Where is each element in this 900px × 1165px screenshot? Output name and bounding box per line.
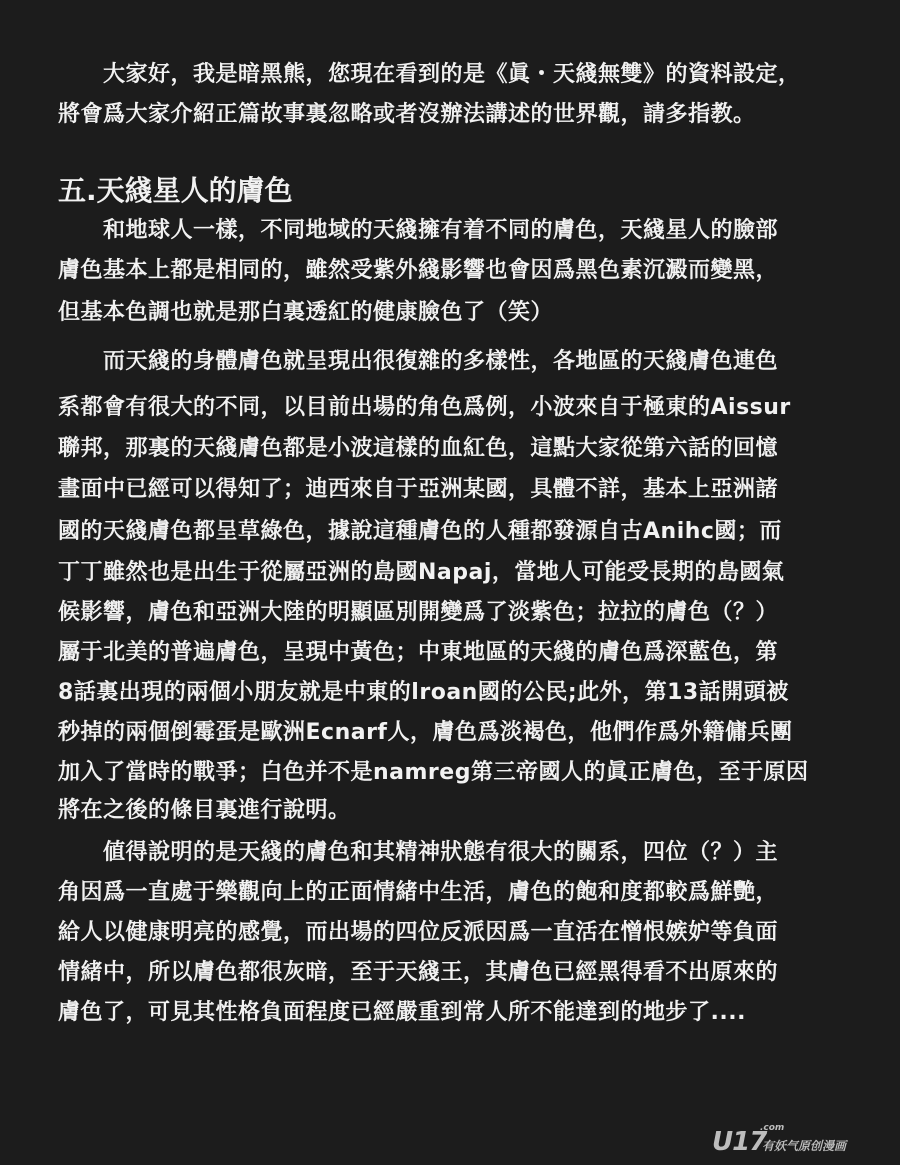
intro-line-1: 大家好，我是暗黑熊，您現在看到的是《眞・天綫無雙》的資料設定， xyxy=(103,62,801,87)
paragraph-2-line-10: 秒掉的兩個倒霉蛋是歐洲Ecnarf人，膚色爲淡褐色，他們作爲外籍傭兵團 xyxy=(58,720,793,745)
paragraph-3-line-1: 値得說明的是天綫的膚色和其精神狀態有很大的關系，四位（？）主 xyxy=(103,840,779,865)
paragraph-2-line-6: 丁丁雖然也是出生于從屬亞洲的島國Napaj，當地人可能受長期的島國氣 xyxy=(58,560,785,585)
paragraph-2-line-2: 系都會有很大的不同，以目前出場的角色爲例，小波來自于極東的Aissur xyxy=(58,395,791,420)
paragraph-3-line-2: 角因爲一直處于樂觀向上的正面情緒中生活，膚色的飽和度都較爲鮮艷， xyxy=(58,880,779,905)
paragraph-2-line-12: 將在之後的條目裏進行說明。 xyxy=(58,798,351,823)
watermark-logo: U17 xyxy=(712,1127,767,1157)
section-title: 五.天綫星人的膚色 xyxy=(58,174,293,207)
paragraph-3-line-5: 膚色了，可見其性格負面程度已經嚴重到常人所不能達到的地步了.... xyxy=(58,1000,746,1025)
intro-line-2: 將會爲大家介紹正篇故事裏忽略或者沒辦法講述的世界觀，請多指教。 xyxy=(58,102,756,127)
paragraph-1-line-1: 和地球人一樣，不同地域的天綫擁有着不同的膚色，天綫星人的臉部 xyxy=(103,218,779,243)
paragraph-3-line-3: 給人以健康明亮的感覺，而出場的四位反派因爲一直活在憎恨嫉妒等負面 xyxy=(58,920,779,945)
paragraph-2-line-9: 8話裏出現的兩個小朋友就是中東的lroan國的公民;此外，第13話開頭被 xyxy=(58,680,789,705)
watermark-domain: .com xyxy=(760,1123,785,1133)
u17-watermark xyxy=(712,1123,882,1157)
paragraph-2-line-3: 聯邦，那裏的天綫膚色都是小波這樣的血紅色，這點大家從第六話的回憶 xyxy=(58,436,779,461)
paragraph-2-line-5: 國的天綫膚色都呈草綠色，據說這種膚色的人種都發源自古Anihc國；而 xyxy=(58,519,782,544)
paragraph-2-line-11: 加入了當時的戰爭；白色并不是namreg第三帝國人的眞正膚色，至于原因 xyxy=(58,760,809,785)
paragraph-1-line-2: 膚色基本上都是相同的，雖然受紫外綫影響也會因爲黑色素沉澱而變黑， xyxy=(58,258,779,283)
paragraph-2-line-8: 屬于北美的普遍膚色，呈現中黃色；中東地區的天綫的膚色爲深藍色，第 xyxy=(58,640,779,665)
paragraph-2-line-7: 候影響，膚色和亞洲大陸的明顯區別開變爲了淡紫色；拉拉的膚色（？） xyxy=(58,600,779,625)
paragraph-1-line-3: 但基本色調也就是那白裏透紅的健康臉色了（笑） xyxy=(58,300,554,325)
paragraph-2-line-4: 畫面中已經可以得知了；迪西來自于亞洲某國，具體不詳，基本上亞洲諸 xyxy=(58,477,779,502)
paragraph-2-line-1: 而天綫的身體膚色就呈現出很復雜的多樣性，各地區的天綫膚色連色 xyxy=(103,349,779,374)
watermark-tagline: 有妖气原创漫画 xyxy=(762,1139,847,1153)
paragraph-3-line-4: 情緒中，所以膚色都很灰暗，至于天綫王，其膚色已經黑得看不出原來的 xyxy=(58,960,779,985)
